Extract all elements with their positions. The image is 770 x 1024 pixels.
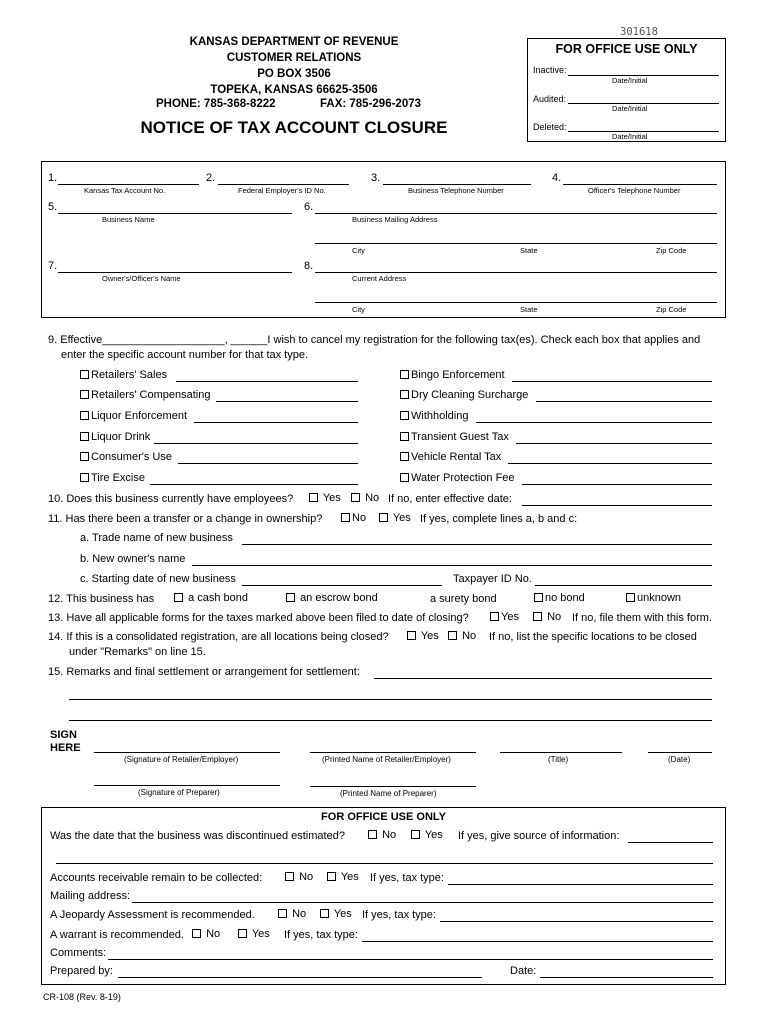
q14-line2: under "Remarks" on line 15. — [69, 646, 206, 658]
checkbox-icon[interactable] — [448, 631, 457, 640]
tax-label: Withholding — [411, 410, 469, 422]
current-address-label: Current Address — [352, 274, 407, 283]
tax-label: Retailers' Sales — [91, 369, 168, 381]
no-label: No — [382, 829, 397, 841]
field-number-1: 1. — [48, 172, 58, 184]
field-number-2: 2. — [206, 172, 216, 184]
checkbox-icon[interactable] — [400, 370, 409, 379]
retailer-printed-name-label: (Printed Name of Retailer/Employer) — [322, 755, 451, 764]
tax-account-line[interactable] — [216, 401, 358, 402]
q14-no[interactable] — [448, 630, 476, 642]
q13-text: 13. Have all applicable forms for the taxes marked above been filed to date of closing? — [48, 612, 469, 624]
field-number-6: 6. — [304, 201, 314, 213]
inactive-label: Inactive: — [533, 65, 567, 75]
date-label: (Date) — [668, 755, 691, 764]
no-label: No — [547, 611, 562, 623]
q13-no[interactable] — [533, 611, 561, 623]
checkbox-icon[interactable] — [351, 493, 360, 502]
checkbox-icon[interactable] — [400, 432, 409, 441]
office-mailing-input[interactable] — [132, 902, 713, 903]
checkbox-icon[interactable] — [368, 830, 377, 839]
tax-label: Bingo Enforcement — [411, 369, 505, 381]
q12-unknown[interactable] — [626, 592, 681, 604]
tax-bingo[interactable] — [400, 369, 505, 381]
office-jeopardy: A Jeopardy Assessment is recommended. — [50, 909, 255, 921]
fein-label: Federal Employer's ID No. — [238, 186, 326, 195]
q11a-label: a. Trade name of new business — [80, 532, 233, 544]
q11-yes[interactable] — [379, 512, 411, 524]
checkbox-icon[interactable] — [626, 593, 635, 602]
tax-account-line[interactable] — [508, 463, 712, 464]
q11b-label: b. New owner's name — [80, 553, 186, 565]
checkbox-icon[interactable] — [320, 909, 329, 918]
q12-surety[interactable]: a surety bond — [430, 593, 497, 605]
q10-yes[interactable] — [309, 492, 341, 504]
q11b-input[interactable] — [192, 565, 712, 566]
form-id-footer: CR-108 (Rev. 8-19) — [43, 992, 121, 1002]
biz-name-input[interactable] — [58, 213, 292, 214]
office-date: Date: — [510, 965, 537, 977]
q15-text: 15. Remarks and final settlement or arrangement for settlement: — [48, 666, 360, 678]
checkbox-icon[interactable] — [80, 411, 89, 420]
checkbox-icon[interactable] — [400, 473, 409, 482]
date-input[interactable] — [648, 752, 712, 753]
office-ar: Accounts receivable remain to be collected: — [50, 872, 263, 884]
tax-withholding[interactable] — [400, 410, 468, 422]
no-label: No — [206, 928, 221, 940]
q10-date-input[interactable] — [522, 505, 712, 506]
tax-retailers-compensating[interactable] — [80, 389, 211, 401]
q11-no[interactable] — [341, 512, 366, 524]
q12-text: 12. This business has — [48, 593, 155, 605]
q13-yes[interactable] — [490, 611, 519, 623]
office-jeopardy-taxtype-input[interactable] — [440, 921, 713, 922]
checkbox-icon[interactable] — [379, 513, 388, 522]
deleted-date-initial: Date/Initial — [612, 132, 648, 141]
po-box: PO BOX 3506 — [257, 68, 331, 80]
yes-label: Yes — [333, 908, 352, 920]
page-title: NOTICE OF TAX ACCOUNT CLOSURE — [140, 118, 448, 137]
yes-label: Yes — [501, 611, 519, 623]
unknown-label: unknown — [637, 592, 682, 604]
checkbox-icon[interactable] — [400, 390, 409, 399]
remarks-line-3[interactable] — [69, 720, 712, 721]
remarks-line-2[interactable] — [69, 699, 712, 700]
office-warrant-taxtype-input[interactable] — [362, 941, 713, 942]
checkbox-icon[interactable] — [407, 631, 416, 640]
tax-account-line[interactable] — [522, 484, 712, 485]
office-comments-input[interactable] — [108, 959, 713, 960]
office-use-bottom-title: FOR OFFICE USE ONLY — [321, 811, 446, 823]
checkbox-icon[interactable] — [534, 593, 543, 602]
field-number-3: 3. — [371, 172, 381, 184]
checkbox-icon[interactable] — [174, 593, 183, 602]
office-jeopardy-tail: If yes, tax type: — [362, 909, 436, 921]
q14-tail: If no, list the specific locations to be closed — [489, 631, 697, 643]
preparer-signature-label: (Signature of Preparer) — [138, 788, 220, 797]
officer-phone-label: Officer's Telephone Number — [588, 186, 681, 195]
account-info-box — [41, 161, 726, 318]
no-bond-label: no bond — [545, 592, 585, 604]
checkbox-icon[interactable] — [80, 452, 89, 461]
owner-city-input[interactable] — [315, 302, 717, 303]
tax-account-line[interactable] — [512, 381, 712, 382]
checkbox-icon[interactable] — [490, 612, 499, 621]
yes-label: Yes — [424, 829, 443, 841]
office-use-box — [527, 38, 726, 142]
tax-transient-guest[interactable] — [400, 431, 509, 443]
checkbox-icon[interactable] — [192, 929, 201, 938]
checkbox-icon[interactable] — [286, 593, 295, 602]
office-warrant-tail: If yes, tax type: — [284, 929, 358, 941]
yes-label: Yes — [322, 492, 341, 504]
title-input[interactable] — [500, 752, 622, 753]
owner-zip-label: Zip Code — [656, 305, 687, 314]
preparer-printed-name-input[interactable] — [310, 786, 476, 787]
cash-bond-label: a cash bond — [188, 592, 248, 604]
biz-name-label: Business Name — [102, 215, 155, 224]
q12-nobond[interactable] — [534, 592, 585, 604]
office-q1-source-input[interactable] — [628, 842, 713, 843]
tax-label: Water Protection Fee — [411, 472, 515, 484]
office-warrant-no[interactable] — [192, 928, 220, 940]
office-q1-yes[interactable] — [411, 829, 443, 841]
office-ar-taxtype-input[interactable] — [448, 884, 713, 885]
q11c-input[interactable] — [242, 585, 442, 586]
tax-account-line[interactable] — [154, 443, 358, 444]
office-jeopardy-no[interactable] — [278, 908, 306, 920]
checkbox-icon[interactable] — [278, 909, 287, 918]
q11a-input[interactable] — [242, 544, 712, 545]
city-address: TOPEKA, KANSAS 66625-3506 — [210, 84, 378, 96]
office-prepared: Prepared by: — [50, 965, 113, 977]
tax-liquor-drink[interactable] — [80, 431, 150, 443]
tax-vehicle-rental[interactable] — [400, 451, 501, 463]
preparer-printed-name-label: (Printed Name of Preparer) — [340, 789, 437, 798]
biz-zip-label: Zip Code — [656, 246, 687, 255]
retailer-signature-input[interactable] — [94, 752, 280, 753]
office-warrant: A warrant is recommended. — [50, 929, 184, 941]
office-q1-tail: If yes, give source of information: — [458, 830, 620, 842]
q14-text: 14. If this is a consolidated registration, are all locations being closed? — [48, 631, 389, 643]
form-number: 301618 — [620, 26, 658, 38]
tax-account-line[interactable] — [536, 401, 712, 402]
biz-phone-input[interactable] — [383, 184, 531, 185]
checkbox-icon[interactable] — [327, 872, 336, 881]
inactive-date-initial: Date/Initial — [612, 76, 648, 85]
checkbox-icon[interactable] — [80, 390, 89, 399]
tax-label: Transient Guest Tax — [411, 431, 509, 443]
checkbox-icon[interactable] — [309, 493, 318, 502]
yes-label: Yes — [340, 871, 359, 883]
owner-name-label: Owner's/Officer's Name — [102, 274, 181, 283]
q10-tail: If no, enter effective date: — [388, 493, 512, 505]
q11-taxpayer-label: Taxpayer ID No. — [453, 573, 532, 585]
tax-label: Liquor Enforcement — [91, 410, 187, 422]
tax-account-line[interactable] — [176, 381, 358, 382]
fein-input[interactable] — [218, 184, 349, 185]
checkbox-icon[interactable] — [400, 452, 409, 461]
current-address-input[interactable] — [315, 272, 717, 273]
tax-retailers-sales[interactable] — [80, 369, 167, 381]
office-warrant-yes[interactable] — [238, 928, 270, 940]
dept-name: KANSAS DEPARTMENT OF REVENUE — [189, 36, 399, 48]
checkbox-icon[interactable] — [341, 513, 350, 522]
title-label: (Title) — [548, 755, 569, 764]
office-ar-yes[interactable] — [327, 871, 359, 883]
q11-tail: If yes, complete lines a, b and c: — [420, 513, 578, 525]
escrow-bond-label: an escrow bond — [300, 592, 378, 604]
deleted-label: Deleted: — [533, 122, 567, 132]
tax-label: Liquor Drink — [91, 431, 151, 443]
checkbox-icon[interactable] — [80, 432, 89, 441]
field-number-8: 8. — [304, 260, 314, 272]
office-mailing: Mailing address: — [50, 890, 131, 902]
q9-line2: enter the specific account number for that tax type. — [61, 349, 309, 361]
tax-label: Vehicle Rental Tax — [411, 451, 502, 463]
no-label: No — [292, 908, 307, 920]
retailer-signature-label: (Signature of Retailer/Employer) — [124, 755, 239, 764]
no-label: No — [299, 871, 314, 883]
office-jeopardy-yes[interactable] — [320, 908, 352, 920]
checkbox-icon[interactable] — [411, 830, 420, 839]
phone: PHONE: 785-368-8222 — [156, 98, 276, 110]
q12-cash[interactable] — [174, 592, 248, 604]
tax-account-line[interactable] — [516, 443, 712, 444]
sign-label: SIGN — [50, 729, 77, 741]
checkbox-icon[interactable] — [80, 473, 89, 482]
office-q1-source-line2[interactable] — [56, 863, 713, 864]
division-name: CUSTOMER RELATIONS — [226, 52, 362, 64]
tax-water-protection[interactable] — [400, 472, 515, 484]
biz-phone-label: Business Telephone Number — [408, 186, 504, 195]
tax-tire-excise[interactable] — [80, 472, 145, 484]
owner-state-label: State — [520, 305, 538, 314]
tax-liquor-enforcement[interactable] — [80, 410, 187, 422]
no-label: No — [365, 492, 380, 504]
checkbox-icon[interactable] — [533, 612, 542, 621]
retailer-printed-name-input[interactable] — [310, 752, 476, 753]
tax-consumers-use[interactable] — [80, 451, 172, 463]
q12-escrow[interactable] — [286, 592, 378, 604]
office-comments: Comments: — [50, 947, 107, 959]
field-number-5: 5. — [48, 201, 58, 213]
checkbox-icon[interactable] — [238, 929, 247, 938]
tax-account-line[interactable] — [194, 422, 358, 423]
q11-text: 11. Has there been a transfer or a change in ownership? — [48, 513, 323, 525]
biz-city-input[interactable] — [315, 243, 717, 244]
q10-text: 10. Does this business currently have employees? — [48, 493, 294, 505]
checkbox-icon[interactable] — [400, 411, 409, 420]
preparer-signature-input[interactable] — [94, 785, 280, 786]
tax-label: Tire Excise — [91, 472, 145, 484]
yes-label: Yes — [392, 512, 411, 524]
tax-account-line[interactable] — [150, 484, 358, 485]
office-prepared-input[interactable] — [118, 977, 482, 978]
q13-tail: If no, file them with this form. — [572, 612, 712, 624]
no-label: No — [352, 512, 367, 524]
office-ar-no[interactable] — [285, 871, 313, 883]
tax-label: Retailers' Compensating — [91, 389, 211, 401]
audited-date-initial: Date/Initial — [612, 104, 648, 113]
field-number-7: 7. — [48, 260, 58, 272]
tax-label: Consumer's Use — [91, 451, 172, 463]
office-use-bottom-box — [41, 807, 726, 985]
biz-mailing-input[interactable] — [315, 213, 717, 214]
q9-line1: 9. Effective____________________, ______I wish to cancel my registration for the following tax(es). Check each box that applies and — [48, 334, 701, 346]
q10-no[interactable] — [351, 492, 379, 504]
tax-account-line[interactable] — [476, 422, 712, 423]
biz-state-label: State — [520, 246, 538, 255]
office-date-input[interactable] — [540, 977, 713, 978]
biz-mailing-label: Business Mailing Address — [352, 215, 438, 224]
checkbox-icon[interactable] — [80, 370, 89, 379]
remarks-line-1[interactable] — [374, 678, 712, 679]
tax-label: Dry Cleaning Surcharge — [411, 389, 529, 401]
tax-dry-cleaning[interactable] — [400, 389, 528, 401]
office-q1-no[interactable] — [368, 829, 396, 841]
q11-taxpayer-input[interactable] — [535, 585, 712, 586]
q11c-label: c. Starting date of new business — [80, 573, 236, 585]
yes-label: Yes — [251, 928, 270, 940]
tax-account-line[interactable] — [178, 463, 358, 464]
no-label: No — [462, 630, 477, 642]
tax-account-label: Kansas Tax Account No. — [84, 186, 166, 195]
audited-label: Audited: — [533, 94, 567, 104]
field-number-4: 4. — [552, 172, 562, 184]
tax-account-input[interactable] — [58, 184, 199, 185]
office-use-title: FOR OFFICE USE ONLY — [555, 42, 698, 56]
officer-phone-input[interactable] — [563, 184, 717, 185]
q14-yes[interactable] — [407, 630, 439, 642]
fax: FAX: 785-296-2073 — [320, 98, 422, 110]
owner-city-label: City — [352, 305, 365, 314]
office-q1: Was the date that the business was discontinued estimated? — [50, 830, 345, 842]
yes-label: Yes — [420, 630, 439, 642]
here-label: HERE — [50, 742, 81, 754]
biz-city-label: City — [352, 246, 365, 255]
checkbox-icon[interactable] — [285, 872, 294, 881]
owner-name-input[interactable] — [58, 272, 292, 273]
office-ar-tail: If yes, tax type: — [370, 872, 444, 884]
